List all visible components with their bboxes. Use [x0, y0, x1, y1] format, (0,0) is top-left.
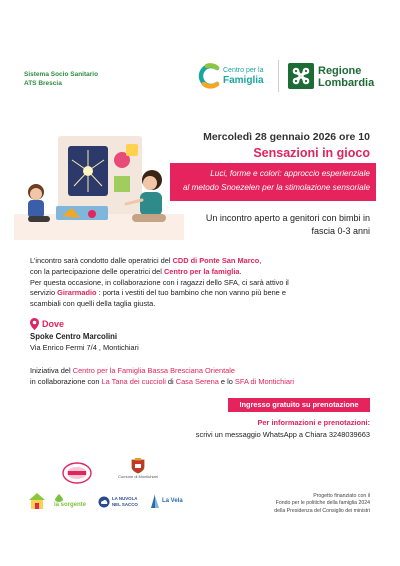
cdd-link[interactable]: CDD di Ponte San Marco [172, 256, 260, 265]
cpf-bbo-link[interactable]: Centro per la Famiglia Bassa Bresciana Orientale [72, 366, 235, 375]
nuvola-line1: LA NUVOLA [112, 496, 138, 501]
org-line1: Sistema Socio Sanitario [24, 71, 99, 78]
desc-text: . [239, 266, 242, 276]
initiative-joiner: e lo [218, 377, 235, 386]
initiative-prefix: Iniziativa del [30, 366, 73, 375]
audience-text [160, 212, 370, 238]
house-logo-icon [28, 492, 46, 510]
desc-line3: Per questa occasione, in collaborazione con i ragazzi dello SFA, ci sarà attivo il [30, 277, 289, 287]
info-contact[interactable]: scrivi un messaggio WhatsApp a Chiara 3248039663 [195, 430, 370, 439]
partner-logo-oval [62, 462, 92, 484]
audience-line2: fascia 0-3 anni [311, 226, 370, 236]
sorgente-drop-icon [54, 494, 64, 502]
band-line2: al metodo Snoezelen per la stimolazione sensoriale [182, 183, 370, 192]
desc-text: con la partecipazione delle operatrici del [30, 266, 164, 276]
desc-line4 [30, 288, 375, 299]
rl-line1: Regione [318, 65, 362, 77]
event-title: Sensazioni in gioco [253, 146, 370, 160]
children-sensory-illustration [14, 130, 184, 240]
centro-famiglia-logo [198, 62, 272, 90]
info-heading: Per informazioni e prenotazioni: [257, 418, 370, 427]
comune-crest-icon [131, 458, 145, 474]
sorgente-label: la sorgente [54, 502, 87, 508]
tana-link[interactable]: La Tana dei cuccioli [101, 377, 166, 386]
regione-lombardia-logo [288, 63, 374, 91]
nuvola-cloud-icon [98, 496, 110, 508]
sfa-link[interactable]: SFA di Montichiari [234, 377, 295, 386]
funding-line2: Fondo per le politiche della famiglia 2024 [275, 500, 370, 507]
funding-line3: della Presidenza del Consiglio dei ministri [274, 507, 370, 514]
funding-line1: Progetto finanziato con il [313, 493, 370, 499]
nuvola-line2: NEL SACCO [112, 502, 138, 507]
venue-name: Spoke Centro Marcolini [30, 332, 118, 341]
oval-logo-icon [62, 462, 92, 484]
cpf-line1: Centro per la [223, 67, 264, 74]
vela-label: La Vela [162, 498, 183, 504]
location-label: Dove [42, 319, 65, 329]
logo-divider [278, 60, 279, 92]
cpf-link[interactable]: Centro per la famiglia [163, 266, 240, 276]
subtitle-band [170, 163, 376, 201]
desc-text: : porta i vestiti del tuo bambino che non vanno più bene e [96, 288, 286, 298]
partner-sorgente [54, 494, 88, 508]
band-text [170, 167, 370, 195]
rl-line2: Lombardia [318, 77, 375, 89]
rosa-camuna-icon [288, 63, 314, 89]
desc-text: , [259, 256, 262, 265]
desc-line1 [30, 256, 375, 267]
desc-text: L’incontro sarà condotto dalle operatrici del [30, 256, 173, 265]
initiative-prefix: in collaborazione con [30, 377, 102, 386]
girarmadio-link[interactable]: Girarmadio [57, 288, 97, 298]
band-line1: Luci, forme e colori: approccio esperienziale [210, 169, 370, 178]
event-date: Mercoledì 28 gennaio 2026 ore 10 [203, 131, 370, 143]
org-line2: ATS Brescia [24, 80, 62, 87]
partner-house-logo [28, 492, 46, 510]
free-entry-badge: Ingresso gratuito su prenotazione [228, 398, 370, 412]
funding-note [220, 493, 370, 515]
initiative-line1 [30, 365, 375, 376]
vela-sail-icon [150, 494, 160, 510]
partner-comune [118, 458, 158, 479]
comune-label: Comune di Montichiari [118, 474, 158, 479]
cpf-line2: Famiglia [223, 75, 264, 86]
ats-header [24, 70, 98, 88]
audience-line1: Un incontro aperto a genitori con bimbi in [205, 213, 370, 223]
description-paragraph [30, 256, 375, 310]
venue-address: Via Enrico Fermi 7/4 , Montichiari [30, 343, 139, 352]
desc-line5: scambiali con quelli della taglia giusta. [30, 299, 156, 309]
initiative-line2 [30, 376, 375, 387]
cpf-c-icon [198, 62, 222, 90]
desc-text: servizio [30, 288, 58, 298]
location-pin-icon [30, 318, 39, 330]
casa-serena-link[interactable]: Casa Serena [175, 377, 219, 386]
desc-line2 [30, 267, 375, 278]
initiative-text [30, 365, 375, 387]
initiative-joiner: di [165, 377, 176, 386]
